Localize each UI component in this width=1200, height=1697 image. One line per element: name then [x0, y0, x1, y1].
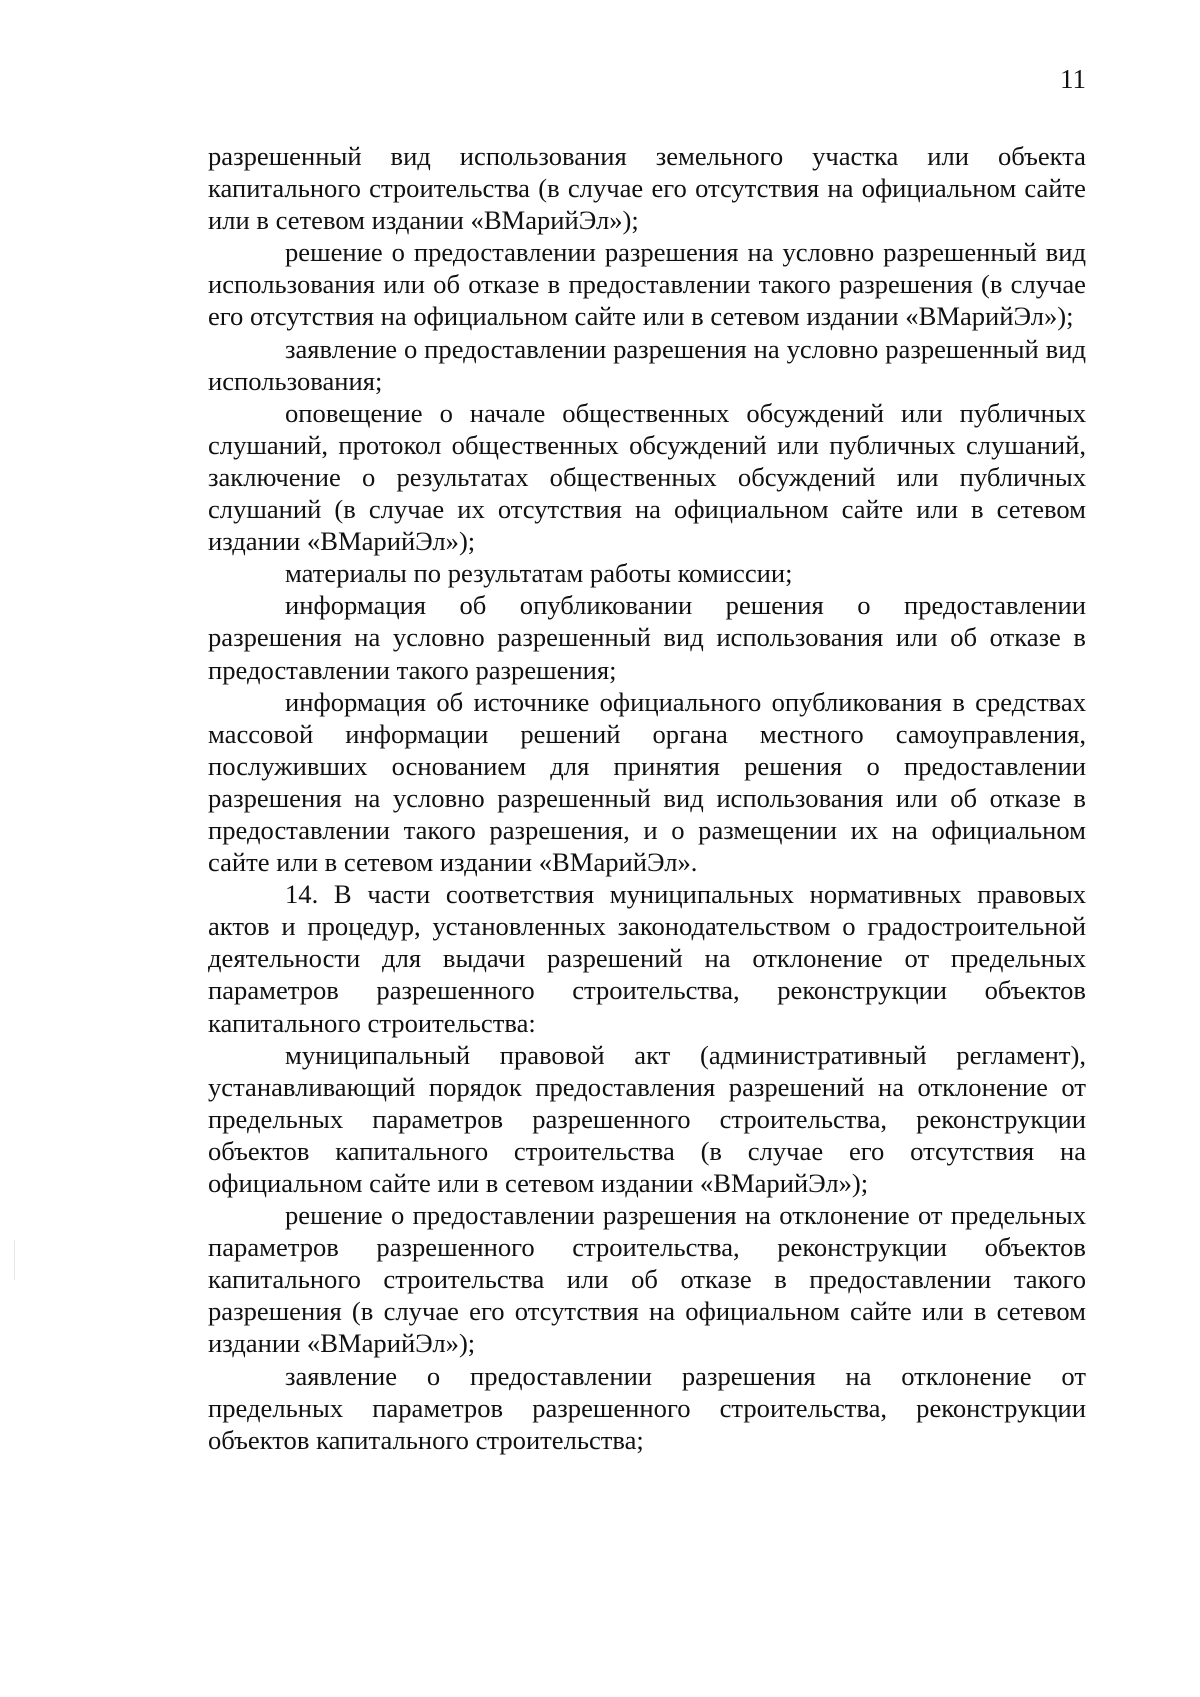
document-body [208, 140, 1086, 1456]
paragraph: материалы по результатам работы комиссии; [285, 558, 793, 589]
paragraph: муниципальный правовой акт (административный регламент), устанавливающий порядок предоставления разрешений на отклонение от предельных параметров разрешенного строительства, реконструкции объектов капитального строительства (в случае его отсутствия на официальном сайте или в сетевом издании «ВМарийЭл»); [208, 1039, 1086, 1198]
paragraph: заявление о предоставлении разрешения на условно разрешенный вид использования; [208, 333, 1086, 396]
scan-margin-mark [14, 1240, 15, 1280]
section-14-paragraph: 14. В части соответствия муниципальных нормативных правовых актов и процедур, установленных законодательством о градостроительной деятельности для выдачи разрешений на отклонение от предельных параметров разрешенного строительства, реконструкции объектов капитального строительства: [208, 879, 1086, 1038]
page-number: 11 [1060, 64, 1086, 94]
paragraph-continuation: разрешенный вид использования земельного участка или объекта капитального строительства (в случае его отсутствия на официальном сайте или в сетевом издании «ВМарийЭл»); [208, 141, 1086, 236]
paragraph: решение о предоставлении разрешения на отклонение от предельных параметров разрешенного строительства, реконструкции объектов капитального строительства или об отказе в предоставлении такого разрешения (в случае его отсутствия на официальном сайте или в сетевом издании «ВМарийЭл»); [208, 1200, 1086, 1359]
paragraph: заявление о предоставлении разрешения на отклонение от предельных параметров разрешенного строительства, реконструкции объектов капитального строительства; [208, 1360, 1086, 1455]
paragraph: решение о предоставлении разрешения на условно разрешенный вид использования или об отказе в предоставлении такого разрешения (в случае его отсутствия на официальном сайте или в сетевом издании «ВМарийЭл»); [208, 237, 1086, 332]
paragraph: информация об опубликовании решения о предоставлении разрешения на условно разрешенный вид использования или об отказе в предоставлении такого разрешения; [208, 590, 1086, 685]
paragraph: информация об источнике официального опубликования в средствах массовой информации решений органа местного самоуправления, послуживших основанием для принятия решения о предоставлении разрешения на условно разрешенный вид использования или об отказе в предоставлении такого разрешения, и о размещении их на официальном сайте или в сетевом издании «ВМарийЭл». [208, 686, 1086, 878]
paragraph: оповещение о начале общественных обсуждений или публичных слушаний, протокол общественных обсуждений или публичных слушаний, заключение о результатах общественных обсуждений или публичных слушаний (в случае их отсутствия на официальном сайте или в сетевом издании «ВМарийЭл»); [208, 397, 1086, 557]
